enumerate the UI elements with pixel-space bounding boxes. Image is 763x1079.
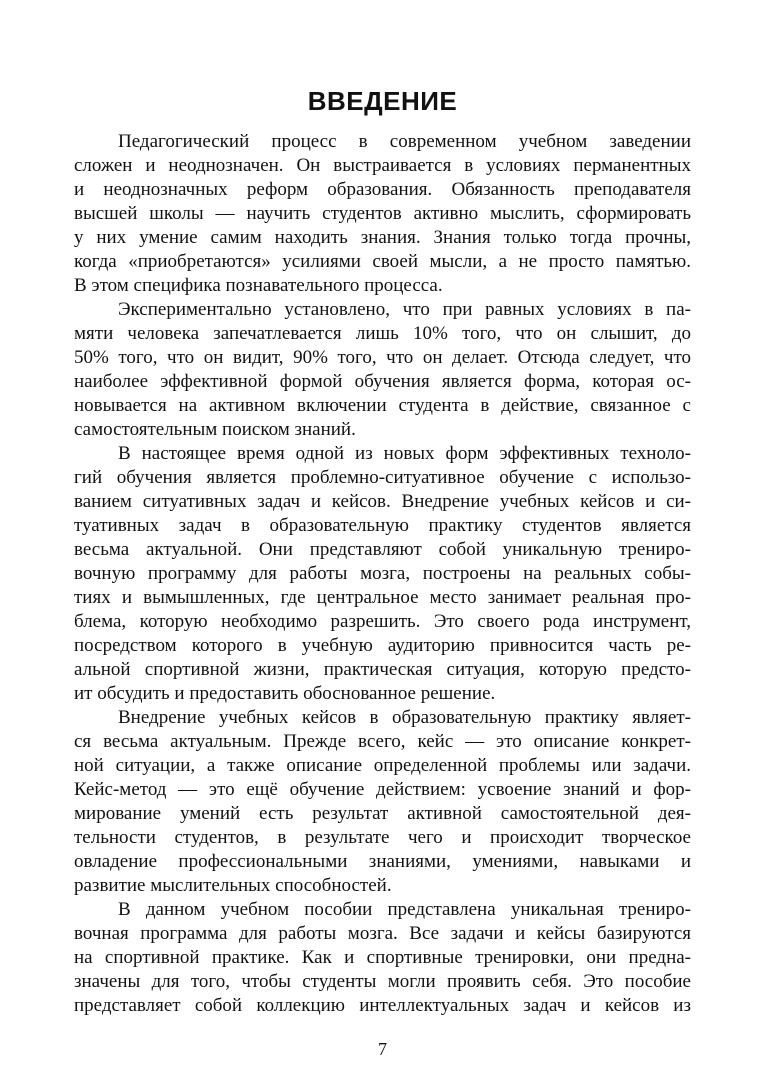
text-line: значены для того, чтобы студенты могли проявить себя. Это пособие [74,971,691,992]
paragraph [74,706,691,898]
text-line: овладение профессиональными знаниями, умениями, навыками и [74,851,691,872]
text-line: вочную программу для работы мозга, построены на реальных собы- [74,563,691,584]
text-line: 50% того, что он видит, 90% того, что он делает. Отсюда следует, что [74,347,691,368]
text-line: гий обучения является проблемно-ситуативное обучение с использо- [74,467,691,488]
text-line: весьма актуальной. Они представляют собой уникальную трениро- [74,539,691,560]
page-number: 7 [378,1039,387,1059]
text-line: сложен и неоднозначен. Он выстраивается в условиях перманентных [74,155,691,176]
text-line: Педагогический процесс в современном учебном заведении [118,131,691,152]
text-line: вочная программа для работы мозга. Все задачи и кейсы базируются [74,923,691,944]
text-line: В настоящее время одной из новых форм эффективных техноло- [118,443,691,464]
text-line: тиях и вымышленных, где центральное место занимает реальная про- [74,587,691,608]
text-line: когда «приобретаются» усилиями своей мысли, а не просто памятью. [74,251,691,272]
text-line: ся весьма актуальным. Прежде всего, кейс — это описание конкрет- [74,731,691,752]
text-line: В этом специфика познавательного процесса. [74,275,443,296]
text-line: мяти человека запечатлевается лишь 10% того, что он слышит, до [74,323,691,344]
text-line: туативных задач в образовательную практику студентов является [74,515,691,536]
paragraph [74,442,691,706]
body-text [74,130,691,1018]
text-line: ванием ситуативных задач и кейсов. Внедрение учебных кейсов и си- [74,491,691,512]
text-line: развитие мыслительных способностей. [74,875,392,896]
text-line: ит обсудить и предоставить обоснованное решение. [74,683,496,704]
text-line: мирование умений есть результат активной самостоятельной дея- [74,803,691,824]
text-line: Кейс-метод — это ещё обучение действием: усвоение знаний и фор- [74,779,691,800]
text-line: ной ситуации, а также описание определенной проблемы или задачи. [74,755,691,776]
text-line: у них умение самим находить знания. Знания только тогда прочны, [74,227,691,248]
text-line: тельности студентов, в результате чего и происходит творческое [74,827,691,848]
text-line: Внедрение учебных кейсов в образовательную практику являет- [118,707,691,728]
text-line: наиболее эффективной формой обучения является форма, которая ос- [74,371,691,392]
text-line: высшей школы — научить студентов активно мыслить, сформировать [74,203,691,224]
paragraph [74,130,691,298]
text-line: на спортивной практике. Как и спортивные тренировки, они предна- [74,947,691,968]
page-heading: ВВЕДЕНИЕ [307,86,458,116]
text-line: самостоятельным поиском знаний. [74,419,356,440]
text-line: альной спортивной жизни, практическая ситуация, которую предсто- [74,659,691,680]
text-line: В данном учебном пособии представлена уникальная трениро- [118,899,691,920]
text-line: Экспериментально установлено, что при равных условиях в па- [118,299,691,320]
text-line: новывается на активном включении студента в действие, связанное с [74,395,691,416]
text-line: блема, которую необходимо разрешить. Это своего рода инструмент, [74,611,691,632]
text-line: посредством которого в учебную аудиторию привносится часть ре- [74,635,691,656]
text-line: представляет собой коллекцию интеллектуальных задач и кейсов из [74,995,691,1016]
paragraph [74,898,691,1018]
paragraph [74,298,691,442]
text-line: и неоднозначных реформ образования. Обязанность преподавателя [74,179,691,200]
